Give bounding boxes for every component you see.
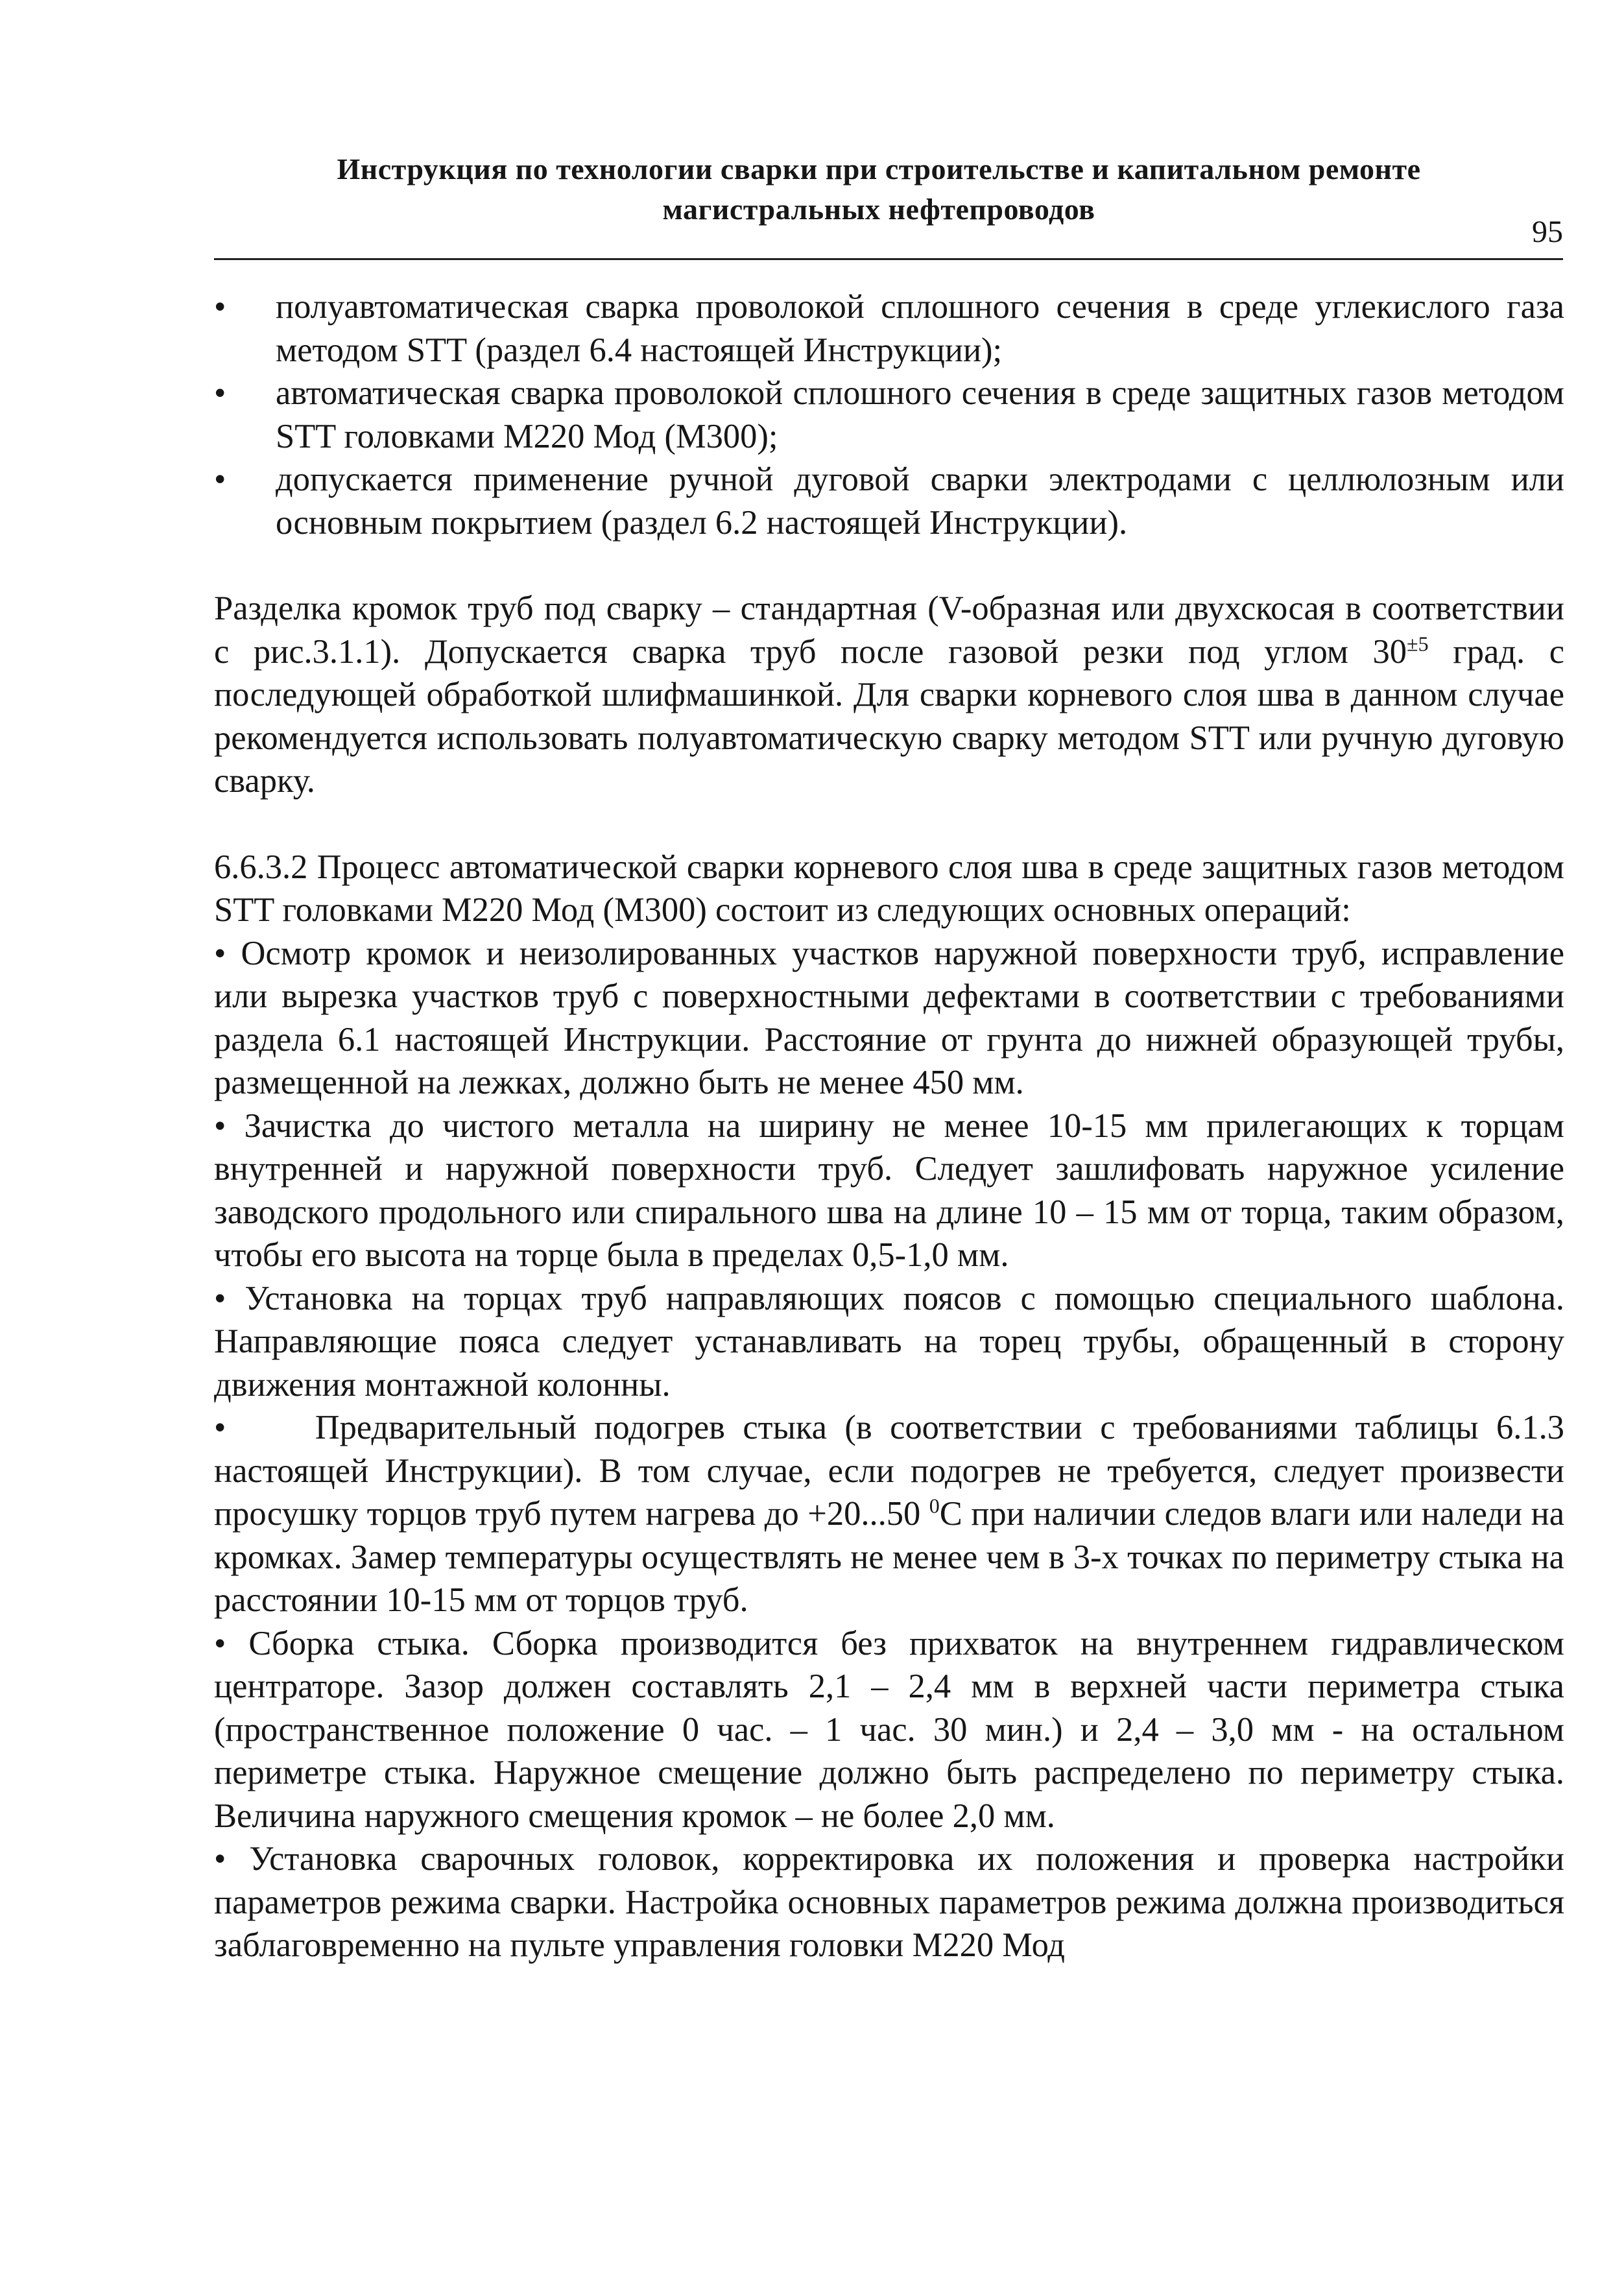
header-divider <box>214 258 1563 260</box>
list-item-text: полуавтоматическая сварка проволокой сплошного сечения в среде углекислого газа методом STT (раздел 6.4 настоящей Инструкции); <box>276 288 1564 369</box>
bullet-icon: • <box>214 461 226 498</box>
page-body <box>214 285 1564 1967</box>
operation-text: Установка сварочных головок, корректировка их положения и проверка настройки параметров режима сварки. Настройка основных параметров режима должна производиться заблаговременно на пульте управления головки M220 Мод <box>214 1840 1565 1964</box>
bullet-icon: • <box>214 1107 226 1145</box>
list-item-text: автоматическая сварка проволокой сплошного сечения в среде защитных газов методом STT головками M220 Мод (M300); <box>276 374 1564 455</box>
header-title-line-1: Инструкция по технологии сварки при строительстве и капитальном ремонте <box>337 152 1421 185</box>
operation-text: С при наличии следов влаги или наледи на кромках. Замер температуры осуществлять не менее чем в 3-х точках по периметру стыка на расстоянии 10-15 мм от торцов труб. <box>214 1495 1565 1619</box>
list-item <box>214 458 1564 544</box>
operation-item-preheat <box>214 1406 1564 1622</box>
spacer <box>214 803 1564 846</box>
operation-text: Предварительный подогрев стыка (в соответствии с требованиями таблицы 6.1.3 настоящей Инструкции). В том случае, если подогрев не требуется, следует произвести просушку торцов труб путем нагрева до +20...50 <box>214 1409 1565 1533</box>
bullet-icon: • <box>214 1409 226 1446</box>
bullet-icon: • <box>214 288 226 326</box>
operation-item <box>214 1105 1564 1277</box>
list-item-text: допускается применение ручной дуговой сварки электродами с целлюлозным или основным покрытием (раздел 6.2 настоящей Инструкции). <box>276 461 1564 542</box>
header-title-line-2: магистральных нефтепроводов <box>662 193 1095 226</box>
edge-preparation-paragraph <box>214 587 1564 803</box>
bullet-icon: • <box>214 934 226 972</box>
operation-text: Зачистка до чистого металла на ширину не менее 10-15 мм прилегающих к торцам внутренней и наружной поверхности труб. Следует зашлифовать наружное усиление заводского продольного или спирального шва на длине 10 – 15 мм от торца, таким образом, чтобы его высота на торце была в пределах 0,5-1,0 мм. <box>214 1107 1564 1274</box>
operation-text: Осмотр кромок и неизолированных участков наружной поверхности труб, исправление или вырезка участков труб с поверхностными дефектами в соответствии с требованиями раздела 6.1 настоящей Инструкции. Расстояние от грунта до нижней образующей трубы, размещенной на лежках, должно быть не менее 450 мм. <box>214 934 1564 1101</box>
paragraph-text: Разделка кромок труб под сварку – стандартная (V-образная или двухскосая в соответствии с рис.3.1.1). Допускается сварка труб после газовой резки под углом 30 <box>214 590 1564 671</box>
welding-methods-list <box>214 285 1564 544</box>
operation-text: Установка на торцах труб направляющих поясов с помощью специального шаблона. Направляющие пояса следует устанавливать на торец трубы, обращенный в сторону движения монтажной колонны. <box>214 1279 1564 1404</box>
list-item <box>214 285 1564 372</box>
superscript-degree: 0 <box>929 1494 940 1518</box>
spacer <box>214 544 1564 587</box>
operation-item <box>214 1837 1564 1967</box>
operation-item <box>214 932 1564 1105</box>
paragraph-text: град. с последующей обработкой шлифмашинкой. Для сварки корневого слоя шва в данном случае рекомендуется использовать полуавтоматическую сварку методом STT или ручную дуговую сварку. <box>214 632 1564 800</box>
bullet-icon: • <box>214 1840 226 1878</box>
superscript-tolerance: ±5 <box>1407 632 1429 655</box>
operation-item <box>214 1277 1564 1407</box>
bullet-icon: • <box>214 1624 226 1662</box>
section-6-6-3-2-intro: 6.6.3.2 Процесс автоматической сварки корневого слоя шва в среде защитных газов методом STT головками M220 Мод (M300) состоит из следующих основных операций: <box>214 848 1564 929</box>
operation-text: Сборка стыка. Сборка производится без прихваток на внутреннем гидравлическом центраторе. Зазор должен составлять 2,1 – 2,4 мм в верхней части периметра стыка (пространственное положение 0 час. – 1 час. 30 мин.) и 2,4 – 3,0 мм - на остальном периметре стыка. Наружное смещение должно быть распределено по периметру стыка. Величина наружного смещения кромок – не более 2,0 мм. <box>214 1624 1564 1835</box>
running-header <box>214 149 1544 230</box>
operation-item <box>214 1622 1564 1838</box>
bullet-icon: • <box>214 1279 226 1317</box>
bullet-icon: • <box>214 374 226 412</box>
page-number: 95 <box>1532 215 1563 249</box>
list-item <box>214 372 1564 458</box>
